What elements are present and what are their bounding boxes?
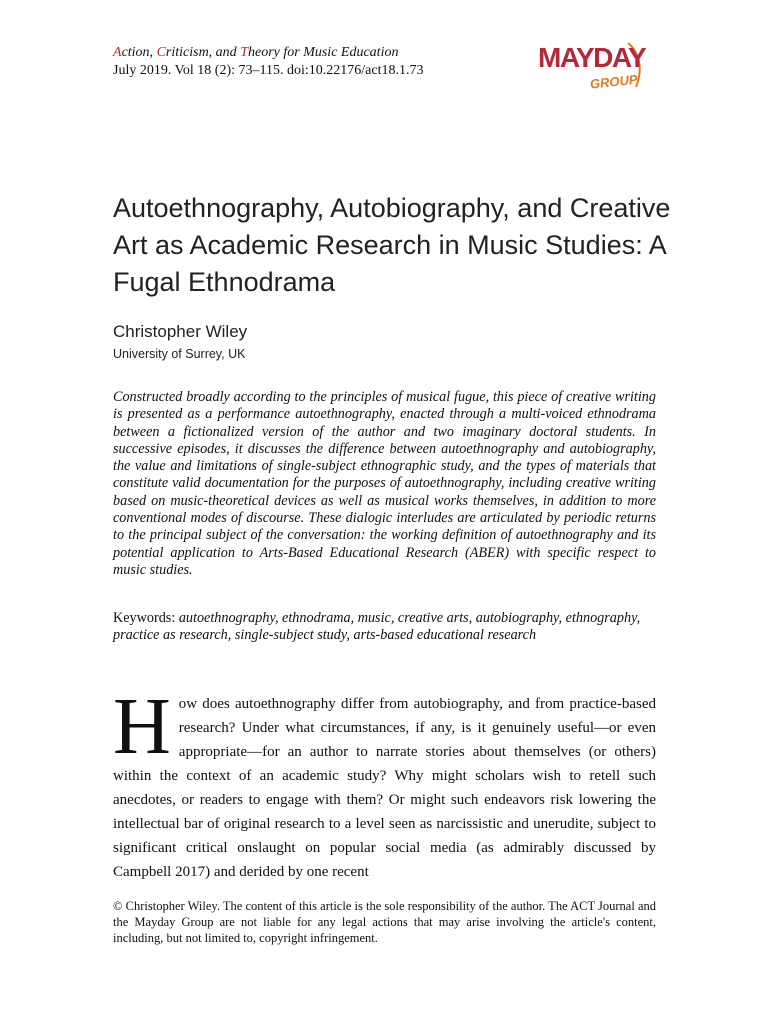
journal-title-part-2: riticism, and <box>165 45 241 60</box>
journal-title-initial-a: A <box>113 45 122 60</box>
body-paragraph: ow does autoethnography differ from autobiography, and from practice-based research? Under what circumstances, if any, is it genuinely useful—or even appropriate—for an author to narrate stories about themselves (or others) within the context of an academic study? Why might scholars wish to retell such anecdotes, or readers to engage with them? Or might such endeavors risk lowering the intellectual bar of original research to a level seen as narcissistic and unerudite, subject to significant critical onslaught on popular social media (as admirably discussed by Campbell 2017) and derided by one recent <box>113 696 656 880</box>
citation: July 2019. Vol 18 (2): 73–115. doi:10.22176/act18.1.73 <box>113 63 424 78</box>
journal-title-part-3: heory for Music Education <box>247 45 399 60</box>
mayday-logo-graphic <box>536 37 658 95</box>
author-name: Christopher Wiley <box>113 322 248 341</box>
article-title: Autoethnography, Autobiography, and Creative Art as Academic Research in Music Studies: A Fugal Ethnodrama <box>113 193 671 297</box>
drop-cap: H <box>113 683 171 771</box>
keywords-label: Keywords: <box>113 610 176 626</box>
journal-title-initial-c: C <box>156 45 166 60</box>
keywords <box>113 610 656 645</box>
journal-title-initial-t: T <box>240 45 248 60</box>
keywords-list: autoethnography, ethnodrama, music, creative arts, autobiography, ethnography, practice as research, single-subject study, arts-based educational research <box>113 610 641 644</box>
body-text <box>113 683 656 884</box>
journal-title-part-1: ction, <box>121 45 157 60</box>
journal-header <box>113 44 423 80</box>
journal-title <box>113 44 423 62</box>
logo-sub-text: GROUP <box>589 71 639 92</box>
logo-main-text: MAYDAY <box>538 42 646 73</box>
mayday-group-logo <box>536 37 658 95</box>
abstract: Constructed broadly according to the principles of musical fugue, this piece of creative writing is presented as a performance autoethnography, enacted through a multi-voiced ethnodrama between a fictionalized version of the author and two imaginary doctoral students. In successive episodes, it discusses the difference between autoethnography and autobiography, the value and limitations of single-subject ethnographic study, and the types of materials that constitute valid documentation for the purposes of autoethnography, including creative writing based on music-theoretical devices as well as musical works themselves, in addition to more conventional modes of discourse. These dialogic interludes are articulated by periodic returns to the principal subject of the conversation: the working definition of autoethnography and its potential application to Arts-Based Educational Research (ABER) with specific respect to music studies. <box>113 389 656 578</box>
copyright-notice: © Christopher Wiley. The content of this article is the sole responsibility of the author. The ACT Journal and the Mayday Group are not liable for any legal actions that may arise involving the article's content, including, but not limited to, copyright infringement. <box>113 899 656 945</box>
author-affiliation: University of Surrey, UK <box>113 347 246 361</box>
